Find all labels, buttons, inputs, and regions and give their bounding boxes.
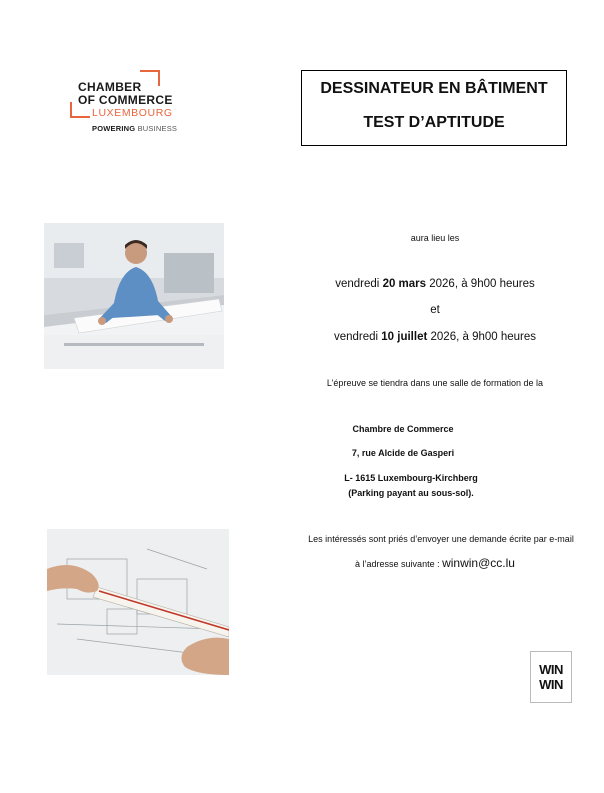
- winwin-badge: [530, 651, 572, 703]
- date-1-bold: 20 mars: [382, 278, 427, 290]
- logo-tagline: [92, 124, 177, 133]
- contact-prefix: à l’adresse suivante :: [355, 559, 443, 569]
- blueprint-ruler-photo: [47, 529, 229, 675]
- contact-line-2: [280, 556, 590, 570]
- date-connector: et: [430, 304, 440, 316]
- address-city: L- 1615 Luxembourg-Kirchberg: [344, 473, 478, 483]
- logo-line-2: OF COMMERCE: [78, 93, 173, 107]
- intro-text: aura lieu les: [410, 233, 460, 243]
- title-box: [301, 70, 567, 146]
- date-1: [280, 278, 590, 290]
- title-line-2: TEST D’APTITUDE: [363, 114, 505, 131]
- winwin-top: WIN: [539, 662, 563, 677]
- blueprint-illustration: [47, 529, 229, 675]
- location-intro: L’épreuve se tiendra dans une salle de formation de la: [326, 378, 544, 388]
- date-1-suffix: 2026, à 9h00 heures: [426, 278, 535, 290]
- logo-line-1: CHAMBER: [78, 80, 142, 94]
- contact-email-link[interactable]: winwin@cc.lu: [442, 556, 515, 570]
- date-2-prefix: vendredi: [333, 331, 382, 343]
- winwin-bottom: WIN: [539, 677, 563, 692]
- date-1-prefix: vendredi: [335, 278, 383, 290]
- date-2: [280, 331, 590, 343]
- date-2-bold: 10 juillet: [381, 331, 428, 343]
- date-2-suffix: 2026, à 9h00 heures: [427, 331, 537, 343]
- draftsman-photo: [44, 223, 224, 369]
- address-org: Chambre de Commerce: [352, 424, 454, 434]
- logo-bracket-top-right: [140, 70, 160, 86]
- logo-tagline-light: BUSINESS: [137, 124, 178, 133]
- draftsman-illustration: [44, 223, 224, 369]
- logo-line-3: LUXEMBOURG: [92, 107, 173, 119]
- title-line-1: DESSINATEUR EN BÂTIMENT: [320, 80, 548, 97]
- address-parking: (Parking payant au sous-sol).: [348, 488, 474, 498]
- contact-line-1: Les intéressés sont priés d’envoyer une demande écrite par e-mail: [308, 534, 574, 544]
- chamber-of-commerce-logo: [70, 70, 200, 136]
- logo-tagline-bold: POWERING: [92, 124, 136, 133]
- address-street: 7, rue Alcide de Gasperi: [351, 448, 455, 458]
